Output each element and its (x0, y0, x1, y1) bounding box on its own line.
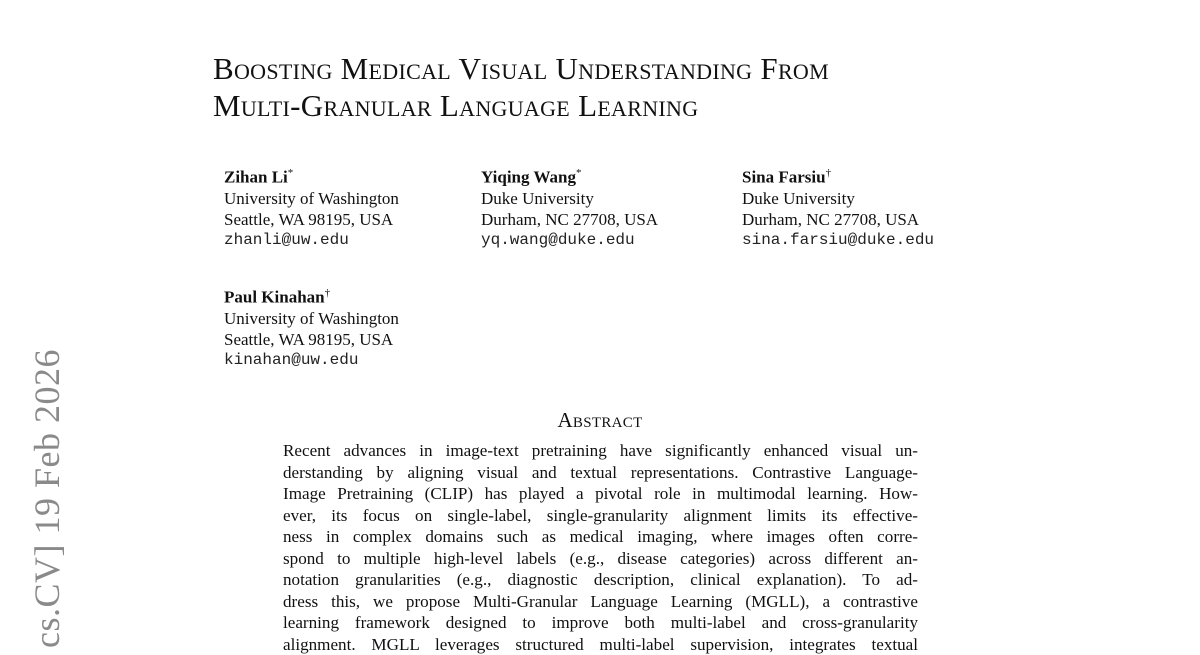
arxiv-side-stamp: cs.CV] 19 Feb 2026 (26, 349, 68, 648)
abstract-line: spond to multiple high-level labels (e.g., disease categories) across different an- (283, 548, 918, 570)
author-location: Seattle, WA 98195, USA (224, 209, 399, 230)
author-email[interactable]: sina.farsiu@duke.edu (742, 230, 934, 251)
author-name: Zihan Li* (224, 163, 399, 188)
abstract-line: Image Pretraining (CLIP) has played a pivotal role in multimodal learning. How- (283, 483, 918, 505)
author-location: Durham, NC 27708, USA (742, 209, 934, 230)
author-location: Seattle, WA 98195, USA (224, 329, 399, 350)
abstract-heading: Abstract (0, 408, 1200, 433)
paper-title (213, 50, 1073, 124)
abstract-line: derstanding by aligning visual and textual representations. Contrastive Language- (283, 462, 918, 484)
abstract-line: notation granularities (e.g., diagnostic description, clinical explanation). To ad- (283, 569, 918, 591)
author-block (224, 283, 399, 371)
author-name: Yiqing Wang* (481, 163, 658, 188)
author-location: Durham, NC 27708, USA (481, 209, 658, 230)
author-affiliation: University of Washington (224, 188, 399, 209)
author-name: Paul Kinahan† (224, 283, 399, 308)
author-affiliation: Duke University (742, 188, 934, 209)
abstract-line: dress this, we propose Multi-Granular Language Learning (MGLL), a contrastive (283, 591, 918, 613)
abstract-line: learning framework designed to improve both multi-label and cross-granularity (283, 612, 918, 634)
author-name: Sina Farsiu† (742, 163, 934, 188)
author-block (742, 163, 934, 251)
abstract-line: Recent advances in image-text pretraining have significantly enhanced visual un- (283, 440, 918, 462)
author-email[interactable]: kinahan@uw.edu (224, 350, 399, 371)
title-line-2: Multi-Granular Language Learning (213, 87, 1073, 124)
author-email[interactable]: yq.wang@duke.edu (481, 230, 658, 251)
author-email[interactable]: zhanli@uw.edu (224, 230, 399, 251)
author-block (481, 163, 658, 251)
author-block (224, 163, 399, 251)
author-affiliation: University of Washington (224, 308, 399, 329)
abstract-line: alignment. MGLL leverages structured multi-label supervision, integrates textual (283, 634, 918, 655)
author-affiliation: Duke University (481, 188, 658, 209)
abstract-body (283, 440, 918, 655)
title-line-1: Boosting Medical Visual Understanding From (213, 50, 1073, 87)
abstract-line: ness in complex domains such as medical imaging, where images often corre- (283, 526, 918, 548)
abstract-line: ever, its focus on single-label, single-granularity alignment limits its effective- (283, 505, 918, 527)
